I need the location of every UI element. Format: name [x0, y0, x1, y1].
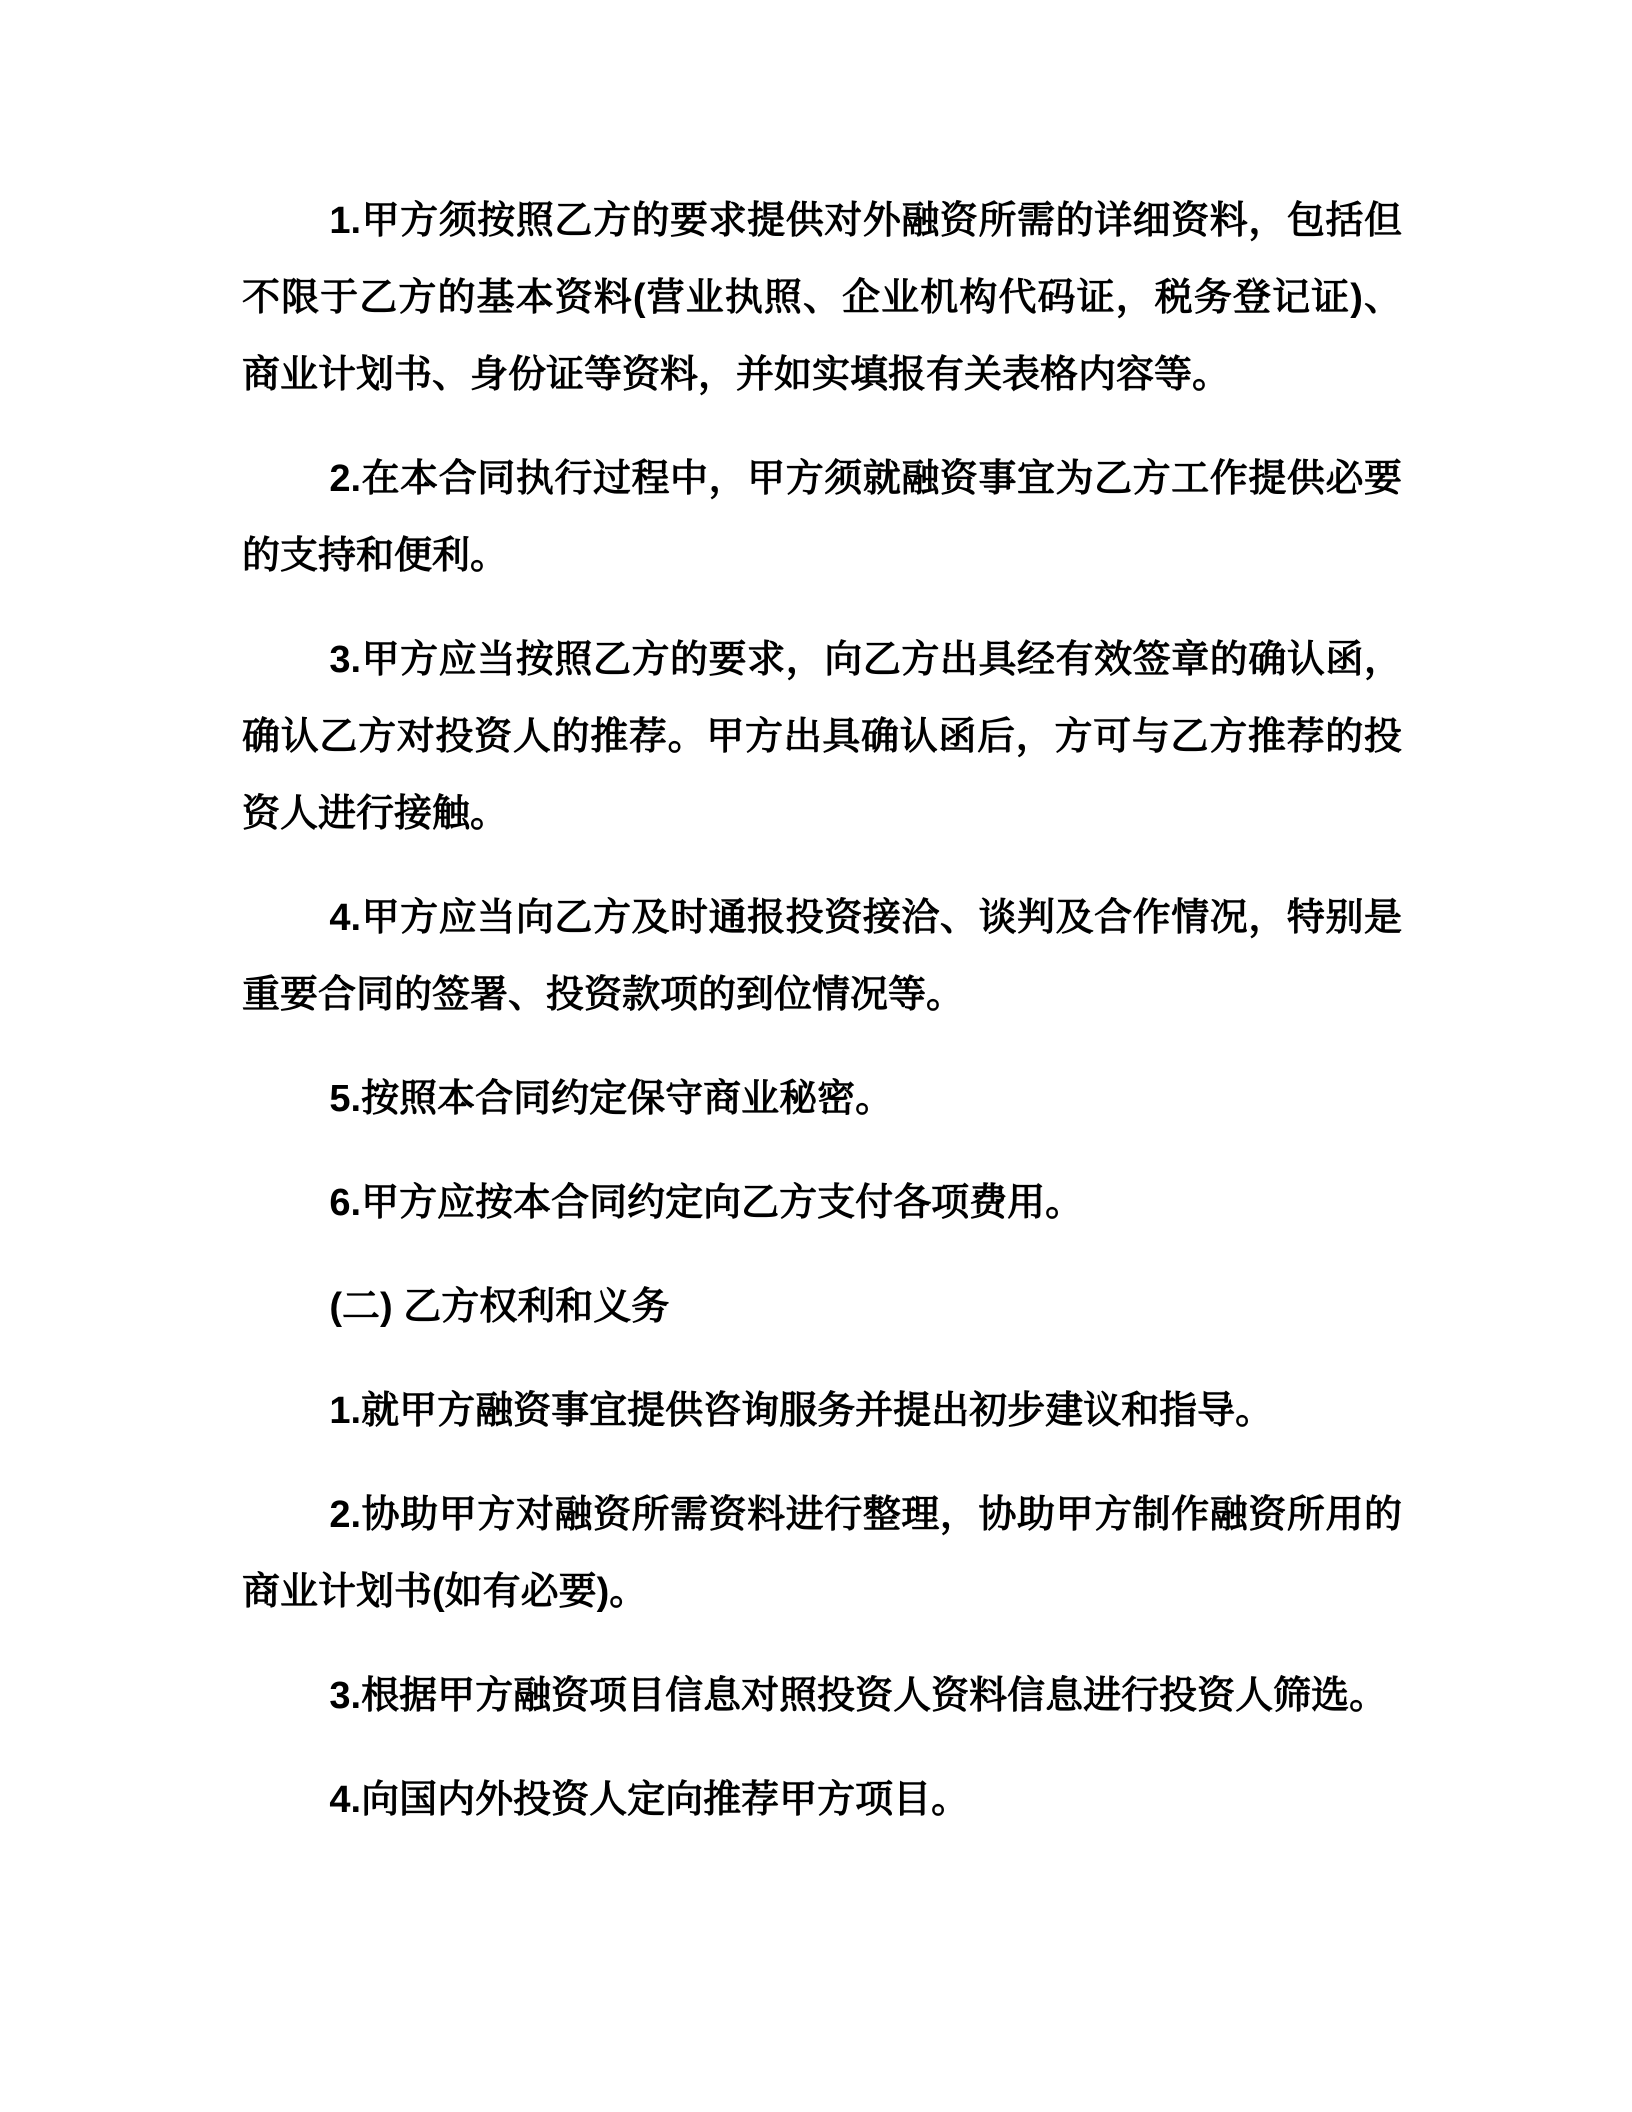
section-heading-party-b-rights: (二) 乙方权利和义务 [329, 1286, 670, 1328]
paragraph-party-a-obligation-4: 4.甲方应当向乙方及时通报投资接洽、谈判及合作情况，特别是重要合同的签署、投资款项的到位情况等。 [242, 897, 1402, 1016]
paragraph-party-a-obligation-1: 1.甲方须按照乙方的要求提供对外融资所需的详细资料，包括但不限于乙方的基本资料(营业执照、企业机构代码证，税务登记证)、商业计划书、身份证等资料，并如实填报有关表格内容等。 [242, 200, 1402, 396]
paragraph-party-b-obligation-2: 2.协助甲方对融资所需资料进行整理，协助甲方制作融资所用的商业计划书(如有必要)。 [242, 1494, 1402, 1613]
paragraph-party-a-obligation-2: 2.在本合同执行过程中，甲方须就融资事宜为乙方工作提供必要的支持和便利。 [242, 458, 1402, 577]
paragraph-party-b-obligation-1: 1.就甲方融资事宜提供咨询服务并提出初步建议和指导。 [329, 1390, 1274, 1432]
paragraph-party-a-obligation-5: 5.按照本合同约定保守商业秘密。 [329, 1078, 894, 1120]
paragraph-party-b-obligation-4: 4.向国内外投资人定向推荐甲方项目。 [329, 1779, 970, 1821]
paragraph-party-a-obligation-6: 6.甲方应按本合同约定向乙方支付各项费用。 [329, 1182, 1084, 1224]
paragraph-party-b-obligation-3: 3.根据甲方融资项目信息对照投资人资料信息进行投资人筛选。 [329, 1675, 1388, 1717]
paragraph-party-a-obligation-3: 3.甲方应当按照乙方的要求，向乙方出具经有效签章的确认函，确认乙方对投资人的推荐。甲方出具确认函后，方可与乙方推荐的投资人进行接触。 [242, 639, 1402, 835]
